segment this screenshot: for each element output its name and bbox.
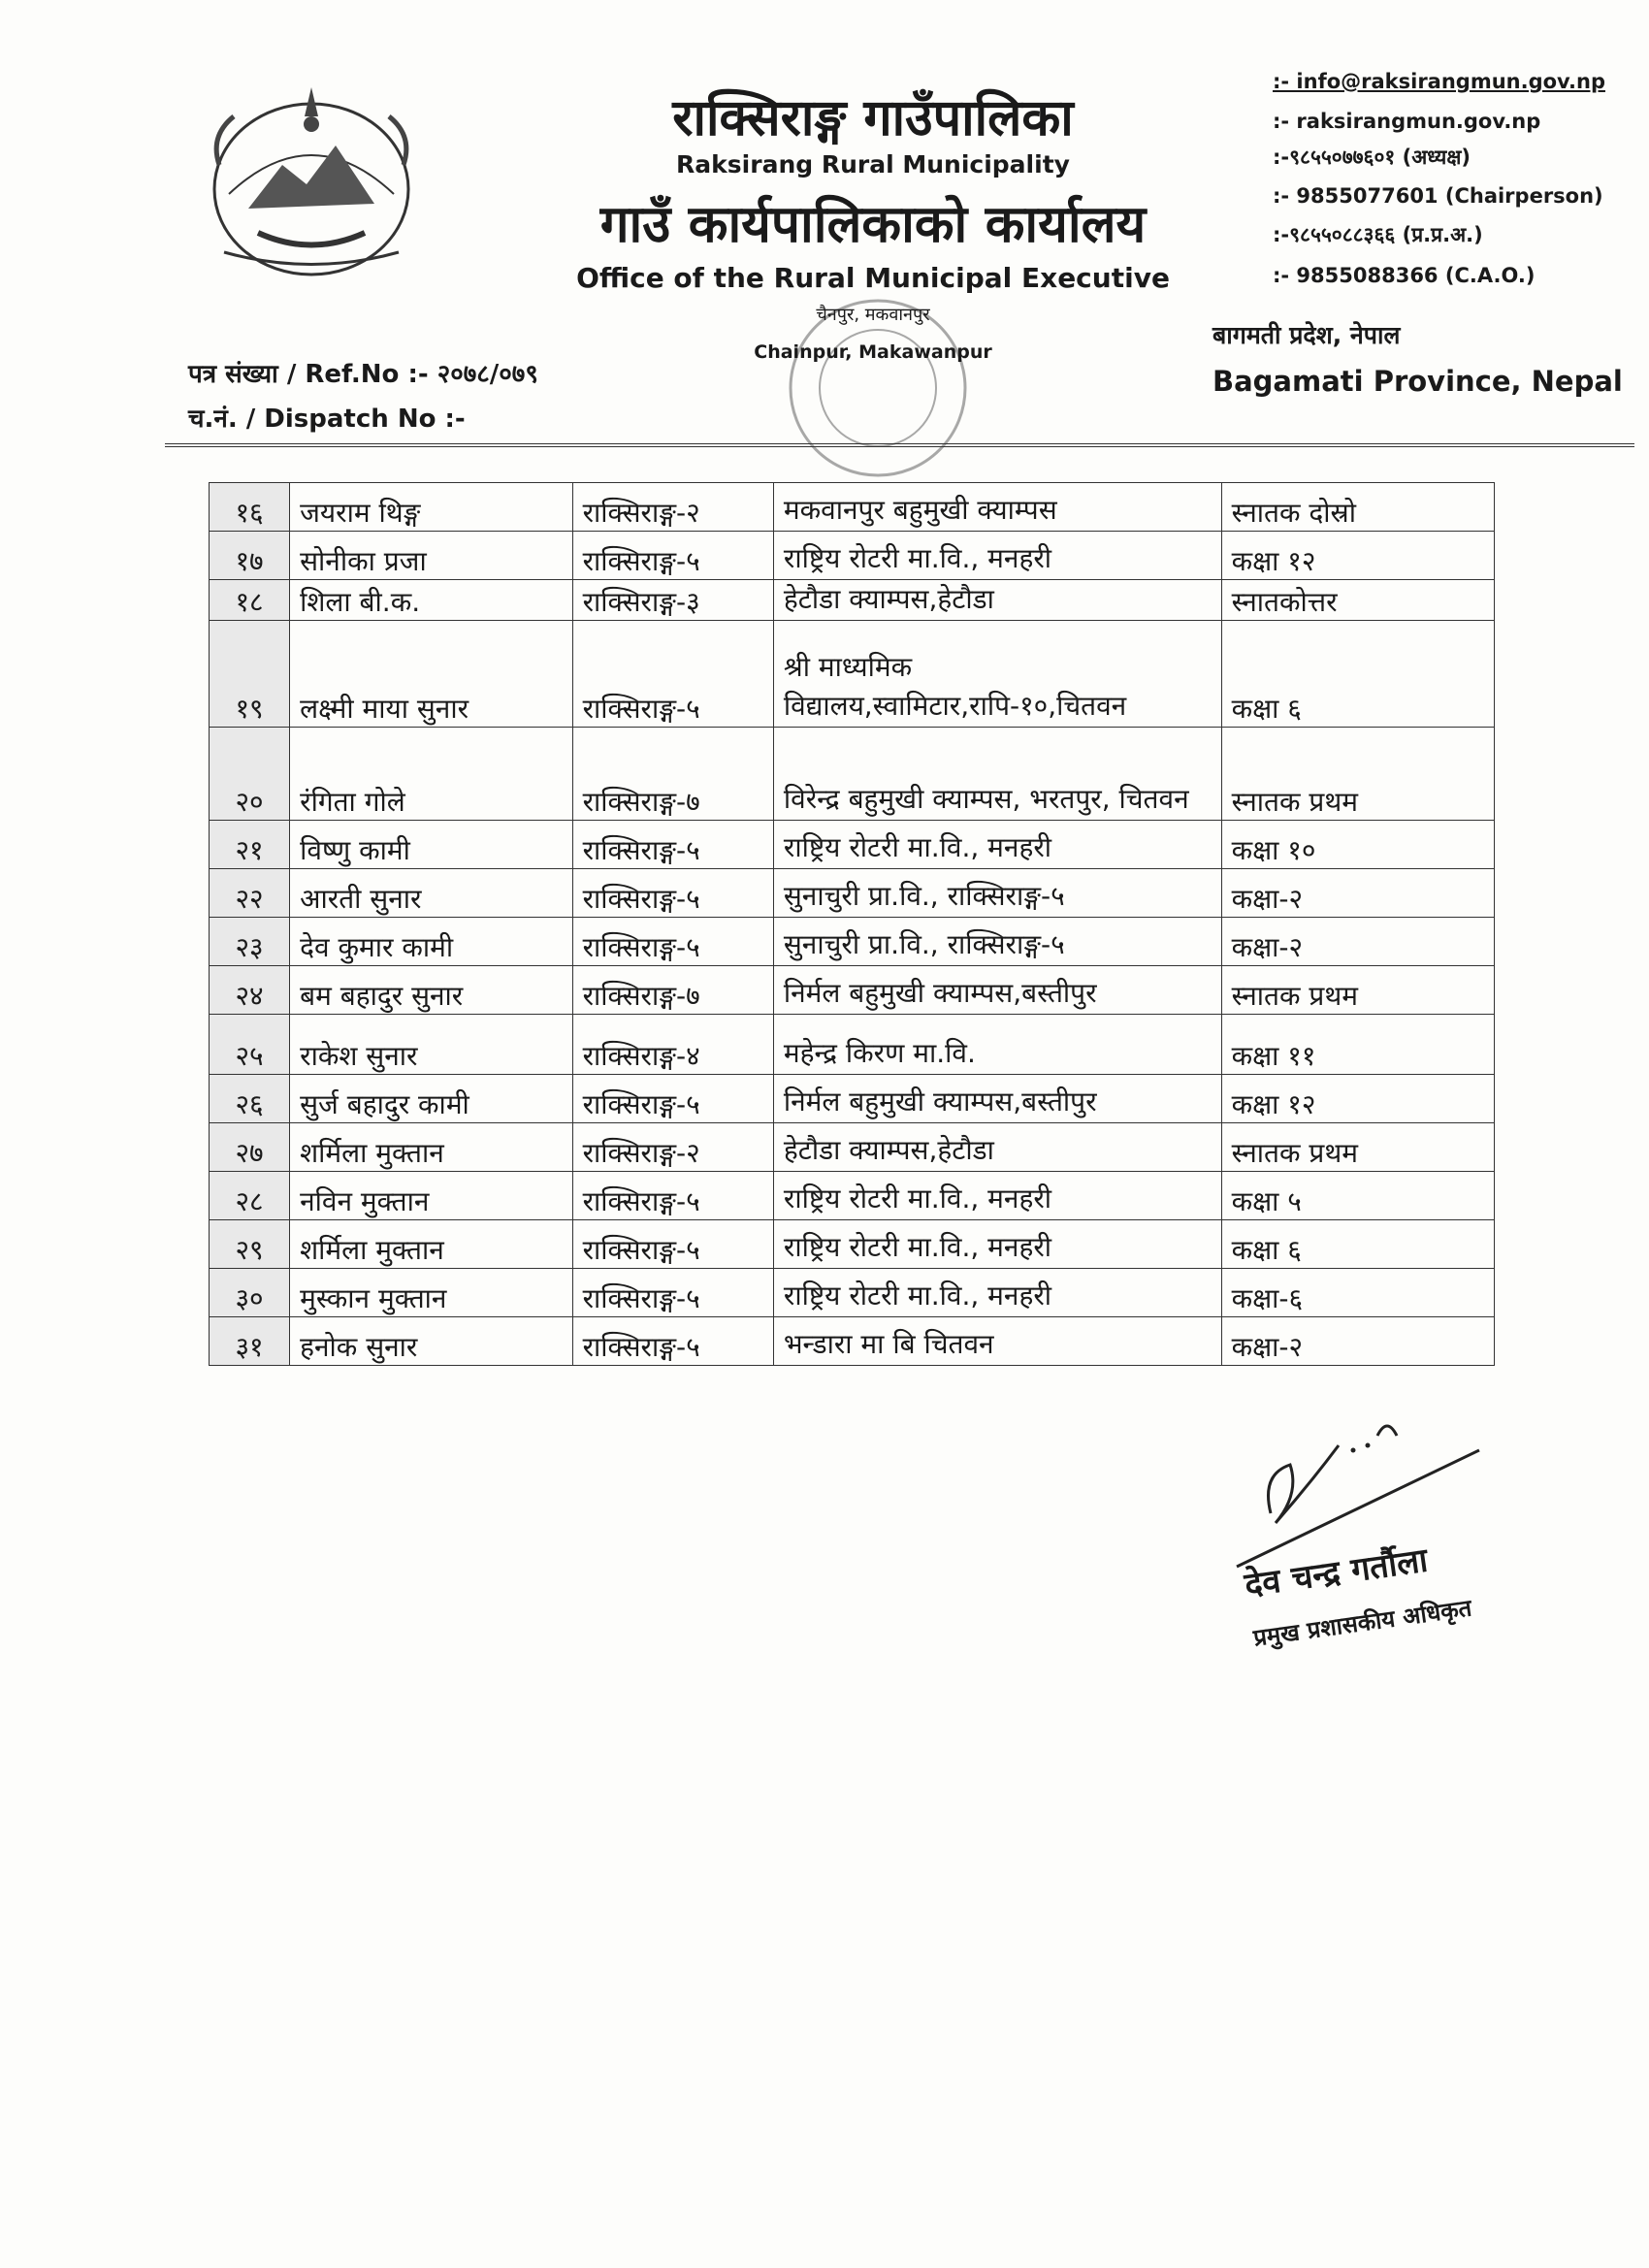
serial-number: २० [210, 728, 290, 821]
ward-number: राक्सिराङ्ग-५ [572, 821, 773, 869]
school-name: महेन्द्र किरण मा.वि. [773, 1015, 1221, 1075]
school-name: मकवानपुर बहुमुखी क्याम्पस [773, 483, 1221, 532]
table-row [210, 1075, 1495, 1123]
serial-number: १८ [210, 580, 290, 621]
header-divider [165, 443, 1634, 447]
school-name: राष्ट्रिय रोटरी मा.वि., मनहरी [773, 532, 1221, 580]
student-name: आरती सुनार [290, 869, 572, 918]
study-level: कक्षा १० [1221, 821, 1494, 869]
serial-number: ३० [210, 1269, 290, 1317]
study-level: कक्षा ५ [1221, 1172, 1494, 1220]
ward-number: राक्सिराङ्ग-५ [572, 1172, 773, 1220]
serial-number: ३१ [210, 1317, 290, 1366]
table-row [210, 869, 1495, 918]
study-level: कक्षा १२ [1221, 532, 1494, 580]
serial-number: १६ [210, 483, 290, 532]
contact-chair-phone-en: :- 9855077601 (Chairperson) [1273, 184, 1603, 208]
table-row [210, 821, 1495, 869]
contact-email: :- info@raksirangmun.gov.np [1273, 70, 1605, 93]
student-name: मुस्कान मुक्तान [290, 1269, 572, 1317]
study-level: स्नातक दोस्रो [1221, 483, 1494, 532]
study-level: स्नातक प्रथम [1221, 728, 1494, 821]
student-name: सुर्ज बहादुर कामी [290, 1075, 572, 1123]
table-row [210, 532, 1495, 580]
table-row [210, 1317, 1495, 1366]
student-name: लक्ष्मी माया सुनार [290, 621, 572, 728]
student-name: सोनीका प्रजा [290, 532, 572, 580]
study-level: कक्षा-२ [1221, 918, 1494, 966]
school-name: सुनाचुरी प्रा.वि., राक्सिराङ्ग-५ [773, 918, 1221, 966]
signer-name: देव चन्द्र गर्तौला [1242, 1540, 1431, 1605]
school-name: राष्ट्रिय रोटरी मा.वि., मनहरी [773, 1172, 1221, 1220]
student-name: हनोक सुनार [290, 1317, 572, 1366]
ward-number: राक्सिराङ्ग-४ [572, 1015, 773, 1075]
school-name: सुनाचुरी प्रा.वि., राक्सिराङ्ग-५ [773, 869, 1221, 918]
study-level: कक्षा ११ [1221, 1015, 1494, 1075]
study-level: स्नातकोत्तर [1221, 580, 1494, 621]
ward-number: राक्सिराङ्ग-५ [572, 1075, 773, 1123]
table-row [210, 483, 1495, 532]
office-place-np: चैनपुर, मकवानपुर [816, 305, 930, 325]
school-name: राष्ट्रिय रोटरी मा.वि., मनहरी [773, 1269, 1221, 1317]
ward-number: राक्सिराङ्ग-५ [572, 621, 773, 728]
table-row [210, 1220, 1495, 1269]
student-name: बम बहादुर सुनार [290, 966, 572, 1015]
student-name: राकेश सुनार [290, 1015, 572, 1075]
school-name: हेटौडा क्याम्पस,हेटौडा [773, 580, 1221, 621]
serial-number: २५ [210, 1015, 290, 1075]
ward-number: राक्सिराङ्ग-५ [572, 532, 773, 580]
serial-number: २३ [210, 918, 290, 966]
serial-number: २७ [210, 1123, 290, 1172]
student-name: विष्णु कामी [290, 821, 572, 869]
student-name: नविन मुक्तान [290, 1172, 572, 1220]
serial-number: २८ [210, 1172, 290, 1220]
ward-number: राक्सिराङ्ग-५ [572, 1317, 773, 1366]
province-np: बागमती प्रदेश, नेपाल [1212, 321, 1401, 349]
school-name: हेटौडा क्याम्पस,हेटौडा [773, 1123, 1221, 1172]
serial-number: २६ [210, 1075, 290, 1123]
serial-number: २१ [210, 821, 290, 869]
ward-number: राक्सिराङ्ग-५ [572, 869, 773, 918]
ward-number: राक्सिराङ्ग-२ [572, 1123, 773, 1172]
school-name: श्री माध्यमिक विद्यालय,स्वामिटार,रापि-१०,चितवन [773, 621, 1221, 728]
school-name: निर्मल बहुमुखी क्याम्पस,बस्तीपुर [773, 966, 1221, 1015]
serial-number: १७ [210, 532, 290, 580]
study-level: स्नातक प्रथम [1221, 1123, 1494, 1172]
table-row [210, 1015, 1495, 1075]
nepal-emblem-icon [190, 78, 433, 281]
table-row [210, 966, 1495, 1015]
school-name: राष्ट्रिय रोटरी मा.वि., मनहरी [773, 1220, 1221, 1269]
student-name: रंगिता गोले [290, 728, 572, 821]
table-row [210, 621, 1495, 728]
table-row [210, 1269, 1495, 1317]
school-name: भन्डारा मा बि चितवन [773, 1317, 1221, 1366]
ward-number: राक्सिराङ्ग-५ [572, 918, 773, 966]
school-name: राष्ट्रिय रोटरी मा.वि., मनहरी [773, 821, 1221, 869]
study-level: कक्षा ६ [1221, 621, 1494, 728]
table-row [210, 728, 1495, 821]
contact-chair-phone-np: :-९८५५०७७६०१ (अध्यक्ष) [1273, 146, 1471, 169]
reference-number: पत्र संख्या / Ref.No :- २०७८/०७९ [188, 360, 538, 389]
student-name: शिला बी.क. [290, 580, 572, 621]
study-level: कक्षा-२ [1221, 869, 1494, 918]
study-level: कक्षा-६ [1221, 1269, 1494, 1317]
contact-cao-phone-np: :-९८५५०८८३६६ (प्र.प्र.अ.) [1273, 223, 1483, 246]
table-row [210, 1172, 1495, 1220]
province-en: Bagamati Province, Nepal [1212, 365, 1623, 398]
study-level: स्नातक प्रथम [1221, 966, 1494, 1015]
student-name: शर्मिला मुक्तान [290, 1220, 572, 1269]
table-row [210, 580, 1495, 621]
serial-number: १९ [210, 621, 290, 728]
serial-number: २४ [210, 966, 290, 1015]
municipality-name-en: Raksirang Rural Municipality [676, 150, 1070, 178]
ward-number: राक्सिराङ्ग-२ [572, 483, 773, 532]
serial-number: २२ [210, 869, 290, 918]
table-row [210, 1123, 1495, 1172]
records-table [209, 482, 1495, 1366]
ward-number: राक्सिराङ्ग-५ [572, 1220, 773, 1269]
serial-number: २९ [210, 1220, 290, 1269]
student-name: जयराम थिङ्ग [290, 483, 572, 532]
student-name: शर्मिला मुक्तान [290, 1123, 572, 1172]
dispatch-number: च.नं. / Dispatch No :- [188, 405, 466, 434]
study-level: कक्षा ६ [1221, 1220, 1494, 1269]
office-place-en: Chainpur, Makawanpur [754, 341, 992, 363]
ward-number: राक्सिराङ्ग-५ [572, 1269, 773, 1317]
student-name: देव कुमार कामी [290, 918, 572, 966]
table-row [210, 918, 1495, 966]
contact-website: :- raksirangmun.gov.np [1273, 110, 1541, 133]
study-level: कक्षा १२ [1221, 1075, 1494, 1123]
study-level: कक्षा-२ [1221, 1317, 1494, 1366]
contact-cao-phone-en: :- 9855088366 (C.A.O.) [1273, 264, 1536, 287]
ward-number: राक्सिराङ्ग-७ [572, 728, 773, 821]
municipality-name-np: राक्सिराङ्ग गाउँपालिका [672, 89, 1074, 147]
ward-number: राक्सिराङ्ग-३ [572, 580, 773, 621]
school-name: निर्मल बहुमुखी क्याम्पस,बस्तीपुर [773, 1075, 1221, 1123]
ward-number: राक्सिराङ्ग-७ [572, 966, 773, 1015]
office-name-en: Office of the Rural Municipal Executive [576, 262, 1170, 294]
signer-title: प्रमुख प्रशासकीय अधिकृत [1251, 1594, 1473, 1652]
school-name: विरेन्द्र बहुमुखी क्याम्पस, भरतपुर, चितवन [773, 728, 1221, 821]
office-name-np: गाउँ कार्यपालिकाको कार्यालय [599, 195, 1147, 254]
